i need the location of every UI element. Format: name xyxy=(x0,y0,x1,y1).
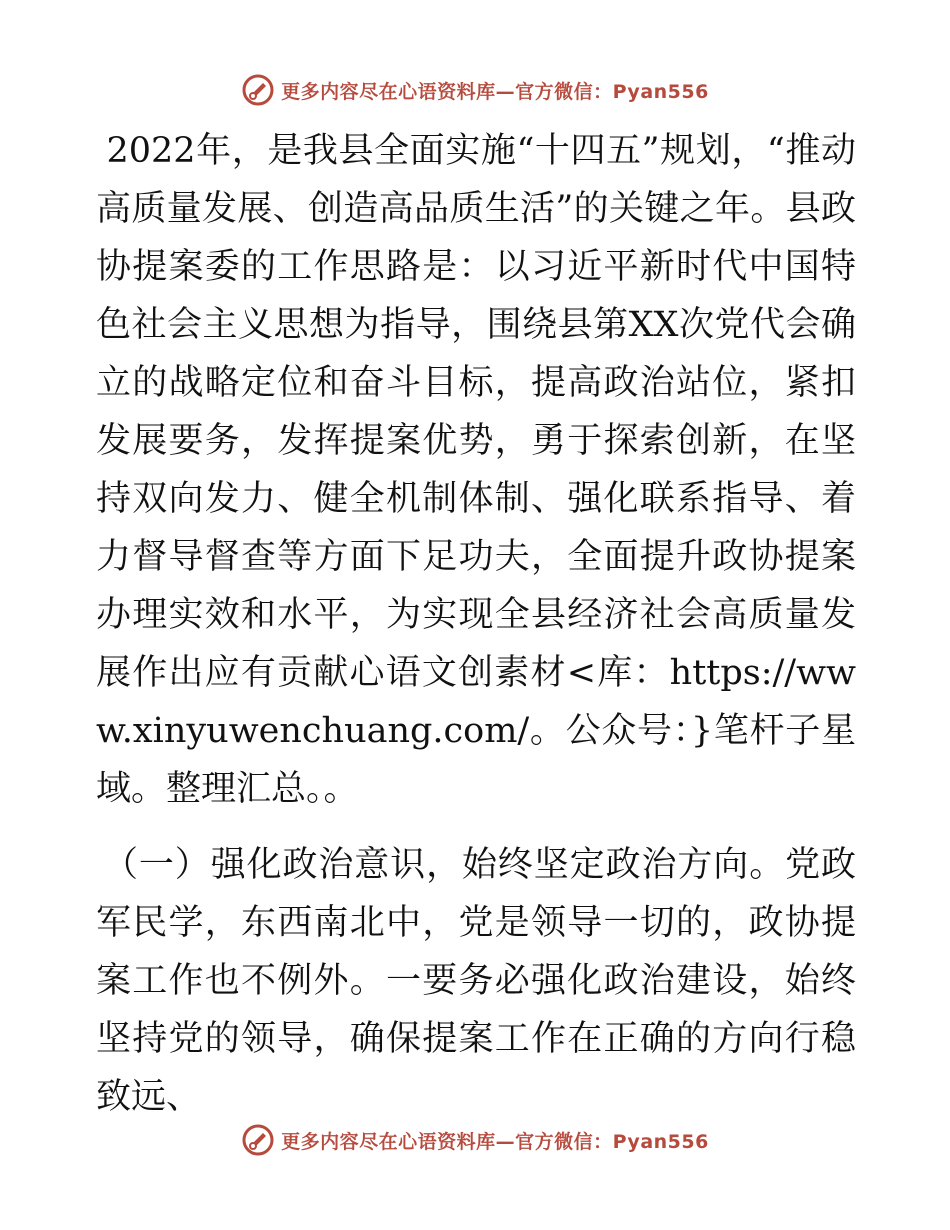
paragraph: （一）强化政治意识，始终坚定政治方向。党政军民学，东西南北中，党是领导一切的，政协提案工作也不例外。一要务必强化政治建设，始终坚持党的领导，确保提案工作在正确的方向行稳致远、 xyxy=(96,845,856,1117)
watermark-header xyxy=(0,70,950,110)
watermark-text: 更多内容尽在心语资料库—官方微信：Pyan556 xyxy=(281,80,709,103)
logo-icon xyxy=(241,73,275,107)
logo-icon xyxy=(241,1123,275,1157)
watermark-text: 更多内容尽在心语资料库—官方微信：Pyan556 xyxy=(281,1130,709,1153)
paragraph: 2022年，是我县全面实施“十四五”规划，“推动高质量发展、创造高品质生活”的关键之年。县政协提案委的工作思路是：以习近平新时代中国特色社会主义思想为指导，围绕县第XX次党代会确立的战略定位和奋斗目标，提高政治站位，紧扣发展要务，发挥提案优势，勇于探索创新，在坚持双向发力、健全机制体制、强化联系指导、着力督导督查等方面下足功夫，全面提升政协提案办理实效和水平，为实现全县经济社会高质量发展作出应有贡献心语文创素材<库：https://www.xinyuwenchuang.com/。公众号：}笔杆子星域。整理汇总。。 xyxy=(96,131,856,809)
document-body xyxy=(96,122,856,1126)
watermark-footer xyxy=(0,1120,950,1160)
